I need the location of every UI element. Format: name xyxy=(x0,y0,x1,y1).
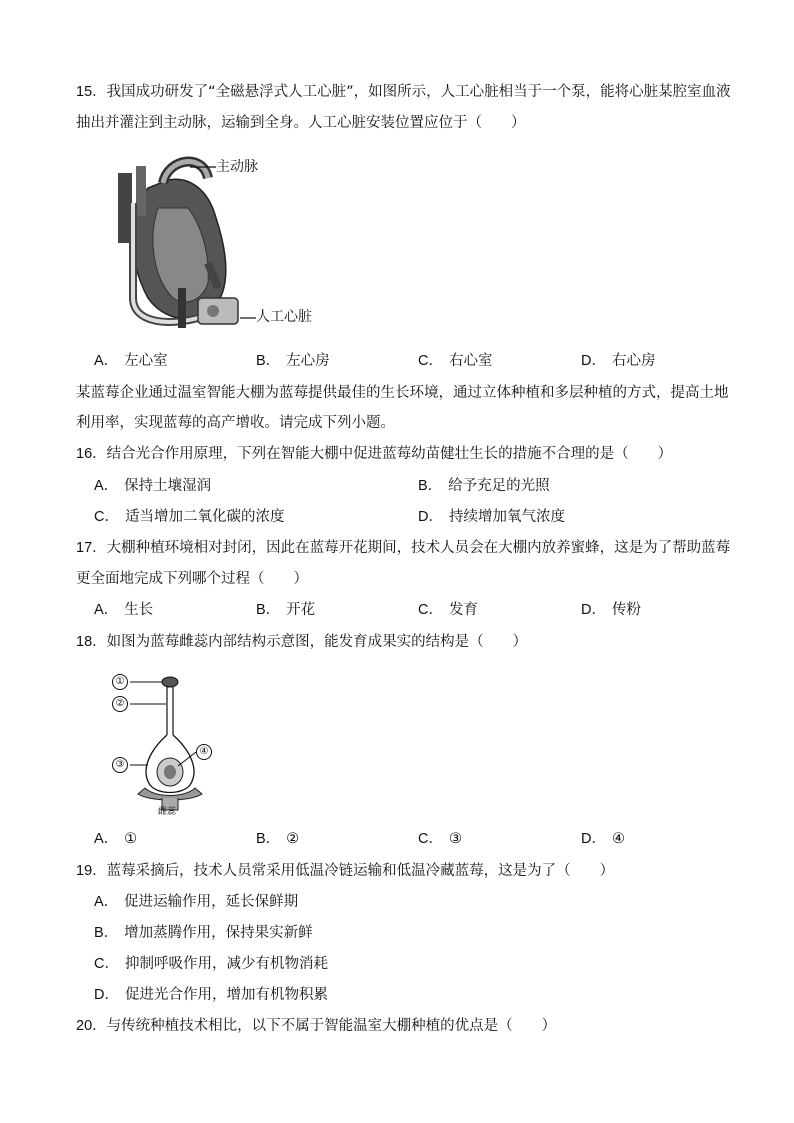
q15-number: 15． xyxy=(76,84,107,100)
q19-option-d[interactable]: D． 促进光合作用，增加有机物积累 xyxy=(94,987,328,1003)
q18-stem: 18．如图为蓝莓雌蕊内部结构示意图，能发育成果实的结构是（ ） xyxy=(76,634,528,650)
artificial-heart-label: 人工心脏 xyxy=(256,309,312,325)
q16-stem: 16．结合光合作用原理，下列在智能大棚中促进蓝莓幼苗健壮生长的措施不合理的是（ ） xyxy=(76,446,673,462)
pistil-caption: 雌蕊 xyxy=(158,807,177,817)
pistil-label-3: ③ xyxy=(112,757,128,773)
q19-option-c[interactable]: C． 抑制呼吸作用，减少有机物消耗 xyxy=(94,956,328,972)
q15-line2: 抽出并灌注到主动脉，运输到全身。人工心脏安装位置应位于（ ） xyxy=(76,115,526,131)
q17-line2: 更全面地完成下列哪个过程（ ） xyxy=(76,571,308,587)
artificial-heart-figure xyxy=(108,148,318,336)
q18-option-d[interactable]: D． ④ xyxy=(581,831,625,847)
q18-option-a[interactable]: A． ① xyxy=(94,831,138,847)
q16-option-a[interactable]: A． 保持土壤湿润 xyxy=(94,478,212,494)
q19-option-b[interactable]: B． 增加蒸腾作用，保持果实新鲜 xyxy=(94,925,313,941)
q19-stem: 19．蓝莓采摘后，技术人员常采用低温冷链运输和低温冷藏蓝莓，这是为了（ ） xyxy=(76,863,615,879)
q15-option-d[interactable]: D． 右心房 xyxy=(581,353,656,369)
q17-option-d[interactable]: D． 传粉 xyxy=(581,602,641,618)
q15-option-b[interactable]: B． 左心房 xyxy=(256,353,330,369)
q17-option-a[interactable]: A． 生长 xyxy=(94,602,154,618)
pistil-label-1: ① xyxy=(112,674,128,690)
q15-line1: 15．我国成功研发了“全磁悬浮式人工心脏”，如图所示，人工心脏相当于一个泵，能将心脏某腔室血液 xyxy=(76,84,731,100)
q19-option-a[interactable]: A． 促进运输作用，延长保鲜期 xyxy=(94,894,299,910)
intro-line2: 利用率，实现蓝莓的高产增收。请完成下列小题。 xyxy=(76,415,395,431)
q16-option-b[interactable]: B． 给予充足的光照 xyxy=(418,478,550,494)
q15-option-a[interactable]: A． 左心室 xyxy=(94,353,168,369)
q20-stem: 20．与传统种植技术相比，以下不属于智能温室大棚种植的优点是（ ） xyxy=(76,1018,557,1034)
q16-option-d[interactable]: D． 持续增加氧气浓度 xyxy=(418,509,565,525)
q18-option-c[interactable]: C． ③ xyxy=(418,831,462,847)
aorta-label: 主动脉 xyxy=(216,159,258,175)
q17-option-c[interactable]: C． 发育 xyxy=(418,602,478,618)
q17-line1: 17．大棚种植环境相对封闭，因此在蓝莓开花期间，技术人员会在大棚内放养蜜蜂，这是为了帮助蓝莓 xyxy=(76,540,731,556)
pistil-label-4: ④ xyxy=(196,744,212,760)
pistil-label-2: ② xyxy=(112,696,128,712)
q18-option-b[interactable]: B． ② xyxy=(256,831,300,847)
q15-option-c[interactable]: C． 右心室 xyxy=(418,353,493,369)
intro-line1: 某蓝莓企业通过温室智能大棚为蓝莓提供最佳的生长环境，通过立体种植和多层种植的方式，提高土地 xyxy=(76,385,729,401)
q17-option-b[interactable]: B． 开花 xyxy=(256,602,316,618)
pistil-figure xyxy=(110,670,225,820)
q16-option-c[interactable]: C． 适当增加二氧化碳的浓度 xyxy=(94,509,285,525)
